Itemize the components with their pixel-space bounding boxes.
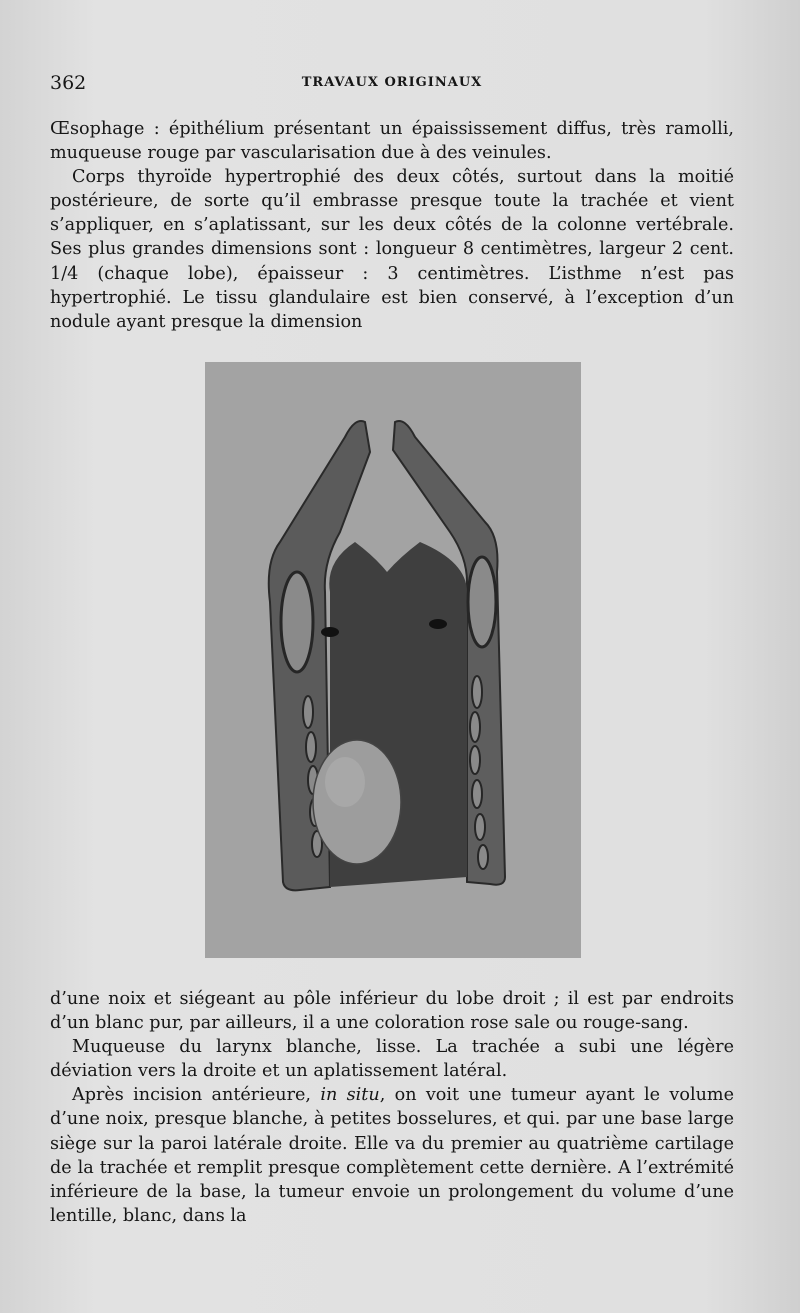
specimen-figure <box>205 362 581 958</box>
right-cartilage-ring <box>470 746 480 774</box>
opening-right <box>429 619 447 629</box>
right-cartilage-ring <box>478 845 488 869</box>
right-cartilage-ring <box>468 557 496 647</box>
paragraph-incision <box>50 1083 734 1228</box>
right-cartilage-ring <box>470 712 480 742</box>
in-situ-italic: in situ <box>320 1085 380 1106</box>
right-cartilage-ring <box>472 676 482 708</box>
left-cartilage-ring <box>281 572 313 672</box>
page-header <box>50 72 734 96</box>
left-cartilage-ring <box>306 732 316 762</box>
right-cartilage-ring <box>475 814 485 840</box>
top-text-block <box>50 117 734 334</box>
running-title: TRAVAUX ORIGINAUX <box>301 75 483 90</box>
page-number: 362 <box>50 72 87 94</box>
left-cartilage-ring <box>303 696 313 728</box>
larynx-trachea-illustration <box>205 362 581 958</box>
right-cartilage-ring <box>472 780 482 808</box>
paragraph-muqueuse: Muqueuse du larynx blanche, lisse. La trachée a subi une légère déviation vers la droite et un aplatissement latéral. <box>50 1037 734 1082</box>
paragraph-oesophage: Œsophage : épithélium présentant un épaississement diffus, très ramolli, muqueuse rouge par vascularisation due à des veinules. <box>50 119 734 164</box>
tumour-highlight <box>325 757 365 807</box>
bottom-text-block <box>50 987 734 1228</box>
incision-text-rest: , on voit une tumeur ayant le volume d’une noix, presque blanche, à petites bosselures, et qui. par une base large siège sur la paroi latérale droite. Elle va du premier au quatrième cartilage de la trachée et remplit presque complètement cette dernière. A l’extrémité inférieure de la base, la tumeur envoie un prolongement du volume d’une lentille, blanc, dans la <box>50 1085 734 1226</box>
opening-left <box>321 627 339 637</box>
paragraph-noix: d’une noix et siégeant au pôle inférieur du lobe droit ; il est par endroits d’un blanc pur, par ailleurs, il a une coloration rose sale ou rouge-sang. <box>50 989 734 1034</box>
incision-text-start: Après incision antérieure, <box>72 1085 321 1106</box>
paragraph-corps-thyroide: Corps thyroïde hypertrophié des deux côtés, surtout dans la moitié postérieure, de sorte qu’il embrasse presque toute la trachée et vient s’appliquer, en s’aplatissant, sur les deux côtés de la colonne vertébrale. Ses plus grandes dimensions sont : longueur 8 centimètres, largeur 2 cent. 1/4 (chaque lobe), épaisseur : 3 centimètres. L’isthme n’est pas hypertrophié. Le tissu glandulaire est bien conservé, à l’exception d’un nodule ayant presque la dimension <box>50 167 734 332</box>
